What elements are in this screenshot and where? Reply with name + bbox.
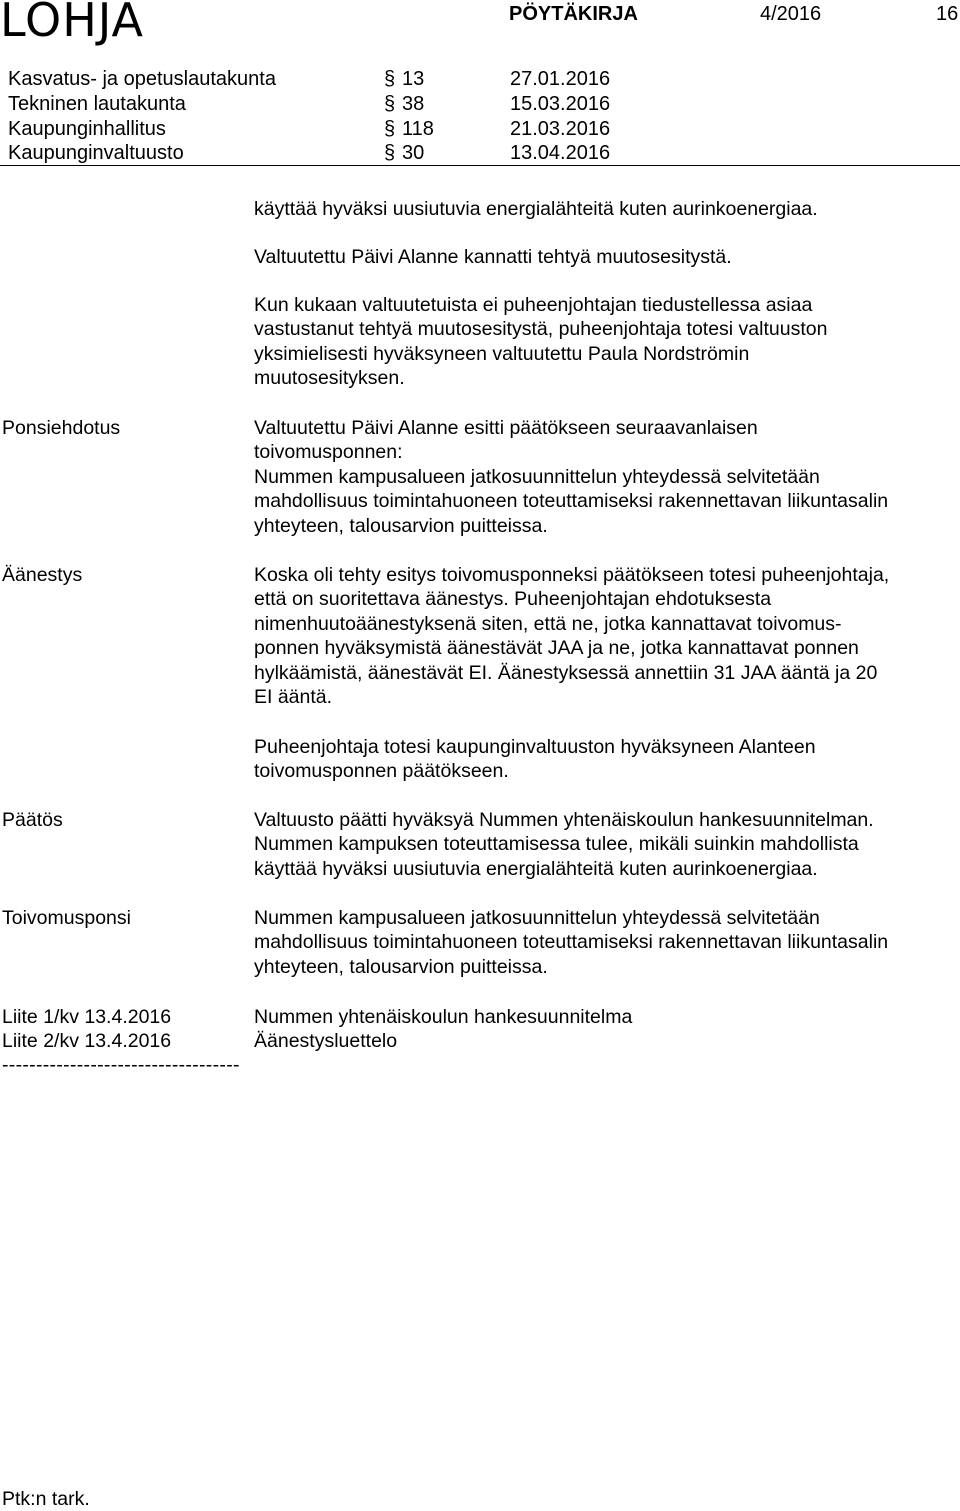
paragraph-approval: Kun kukaan valtuutetuista ei puheenjohtajan tiedustellessa asiaa vastustanut tehtyä muutosesitystä, puheenjohtaja totesi valtuuston yksimielisesti hyväksyneen valtuutettu Paula Nordströmin muutosesityksen. bbox=[254, 294, 828, 390]
paragraph-aanestys: Koska oli tehty esitys toivomusponneksi päätökseen totesi puheenjohtaja, että on suoritettava äänestys. Puheenjohtajan ehdotuksesta nimenhuutoäänestyksenä siten, että ne, jotka kannattavat toivomus- ponnen hyväksymistä äänestävät JAA ja ne, jotka kannattavat ponnen hylkäämistä, äänestävät EI. Äänestyksessä annettiin 31 JAA ääntä ja 20 EI ääntä. bbox=[254, 564, 890, 709]
page-number: 16 bbox=[936, 3, 959, 25]
header-divider bbox=[0, 165, 960, 166]
attachment-ref: Liite 2/kv 13.4.2016 bbox=[2, 1030, 172, 1052]
paragraph-ponsiehdotus: Valtuutettu Päivi Alanne esitti päätökseen seuraavanlaisen toivomusponnen: Nummen kampusalueen jatkosuunnittelun yhteydessä selvitetään mahdollisuus toimintahuoneen toteuttamiseksi rakennettavan liikuntasalin yhteyteen, talousarvion puitteissa. bbox=[254, 417, 889, 537]
section-number: 118 bbox=[402, 118, 434, 140]
paragraph-support: Valtuutettu Päivi Alanne kannatti tehtyä muutosesitystä. bbox=[254, 246, 732, 268]
section-sign-icon: § bbox=[384, 142, 396, 164]
label-paatos: Päätös bbox=[2, 809, 63, 831]
meeting-body: Kaupunginvaltuusto bbox=[8, 142, 184, 164]
label-aanestys: Äänestys bbox=[2, 564, 83, 586]
paragraph-paatos: Valtuusto päätti hyväksyä Nummen yhtenäiskoulun hankesuunnitelman. Nummen kampuksen toteuttamisessa tulee, mikäli suinkin mahdollista käyttää hyväksi uusiutuvia energialähteitä kuten aurinkoenergiaa. bbox=[254, 809, 874, 880]
attachment-ref: Liite 1/kv 13.4.2016 bbox=[2, 1006, 172, 1028]
paragraph-toivomusponsi: Nummen kampusalueen jatkosuunnittelun yhteydessä selvitetään mahdollisuus toimintahuoneen toteuttamiseksi rakennettavan liikuntasalin yhteyteen, talousarvion puitteissa. bbox=[254, 907, 889, 978]
meeting-body: Tekninen lautakunta bbox=[8, 93, 186, 115]
paragraph-continuation: käyttää hyväksi uusiutuvia energialähteitä kuten aurinkoenergiaa. bbox=[254, 198, 818, 220]
lohja-logo: LOHJA bbox=[0, 0, 145, 47]
section-sign-icon: § bbox=[384, 93, 396, 115]
document-number: 4/2016 bbox=[760, 3, 822, 25]
label-toivomusponsi: Toivomusponsi bbox=[2, 907, 131, 929]
meeting-date: 27.01.2016 bbox=[510, 68, 611, 90]
meeting-date: 21.03.2016 bbox=[510, 118, 611, 140]
footer-signature-label: Ptk:n tark. bbox=[2, 1488, 90, 1510]
section-number: 30 bbox=[402, 142, 425, 164]
document-type: PÖYTÄKIRJA bbox=[509, 3, 638, 25]
meeting-date: 13.04.2016 bbox=[510, 142, 611, 164]
meeting-body: Kaupunginhallitus bbox=[8, 118, 166, 140]
label-ponsiehdotus: Ponsiehdotus bbox=[2, 417, 121, 439]
meeting-date: 15.03.2016 bbox=[510, 93, 611, 115]
dashed-separator: ----------------------------------- bbox=[2, 1054, 240, 1076]
meeting-body: Kasvatus- ja opetuslautakunta bbox=[8, 68, 276, 90]
paragraph-puheenjohtaja: Puheenjohtaja totesi kaupunginvaltuuston hyväksyneen Alanteen toivomusponnen päätökseen. bbox=[254, 736, 816, 783]
section-number: 38 bbox=[402, 93, 425, 115]
attachment-title: Nummen yhtenäiskoulun hankesuunnitelma bbox=[254, 1006, 633, 1028]
section-sign-icon: § bbox=[384, 68, 396, 90]
attachment-title: Äänestysluettelo bbox=[254, 1030, 398, 1052]
section-sign-icon: § bbox=[384, 118, 396, 140]
section-number: 13 bbox=[402, 68, 425, 90]
